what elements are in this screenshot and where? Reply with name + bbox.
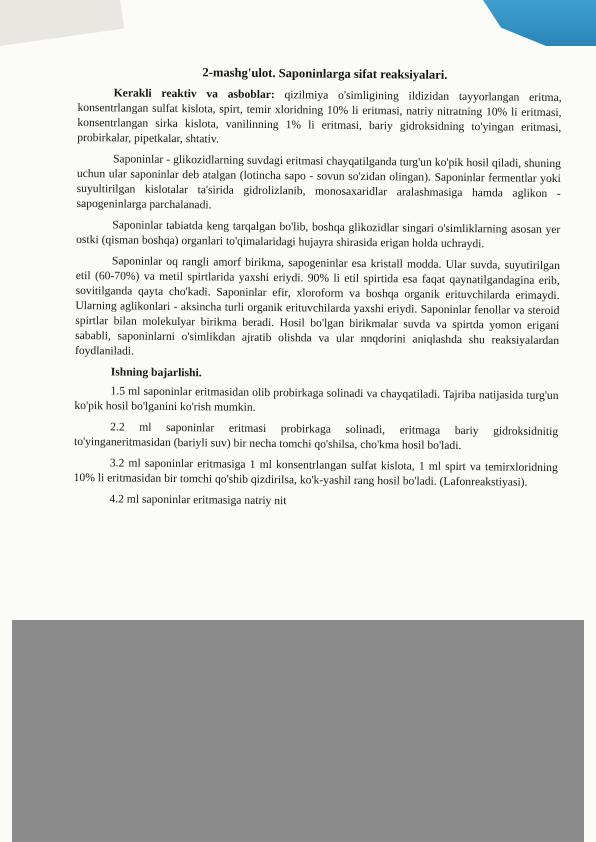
document-text <box>73 64 562 517</box>
procedure-step: 2.2 ml saponinlar eritmasi probirkaga solinadi, eritmaga bariy gidroksidnitig to'yinganeritmasidan (bariyli suv) bir necha tomchi qo'shilsa, cho'kma hosil bo'ladi. <box>73 420 559 453</box>
redacted-gray-block <box>12 620 584 842</box>
page-title: 2-mashg'ulot. Saponinlarga sifat reaksiyalari. <box>202 65 448 82</box>
reagents-paragraph <box>77 85 562 150</box>
procedure-heading: Ishning bajarlishi. <box>110 365 202 380</box>
body-paragraph: Saponinlar oq rangli amorf birikma, sapogeninlar esa kristall modda. Ular suvda, suyutirilgan etil (60-70%) va metil spirtlarida yaxshi eriydi. 90% li etil spirtida esa faqat qaynatilgandagina erib, sovitilganda qayta cho'kadi. Saponinlar efir, xloroform va boshqa organik erituvchilarda erimaydi. Ularning aglikonlari - aksincha turli organik erituvchilarda yaxshi eriydi. Saponinlar fenollar va steroid spirtlar bilan molekulyar birikma beradi. Hosil bo'lgan birikmalar suvda va spirtda yomon erigani sababli, saponinlarni o'simlikdan ajratib olishda va ular nnqdorini aniqlashda shu reaksiyalardan foydlaniladi. <box>74 254 560 358</box>
page-corner-shadow <box>0 0 124 51</box>
reagents-label: Kerakli reaktiv va asboblar: <box>113 86 275 102</box>
procedure-step: 1.5 ml saponinlar eritmasidan olib probirkaga solinadi va chayqatiladi. Tajriba natijasida turg'un ko'pik hosil bo'lganini ko'rish mumkin. <box>74 384 559 414</box>
blue-corner-decoration <box>456 0 596 46</box>
body-paragraph: Saponinlar tabiatda keng tarqalgan bo'lib, boshqa glikozidlar singari o'simliklarning asosan yer ostki (qisman boshqa) organlari to'qimalaridagi hujayra shirasida erigan holda uchraydi. <box>76 218 561 251</box>
body-paragraph: Saponinlar - glikozidlarning suvdagi eritmasi chayqatilganda turg'un ko'pik hosil qiladi, shuning uchun ular saponinlar deb atalgan (lotincha sapo - sovun so'zidan olingan). Saponinlar fermentlar yoki suyultirilgan kislotalar ta'sirida gidrolizlanib, monosaxaridlar aralashmasiga hamda aglikon - sapogeninlarga parchalanadi. <box>76 152 562 212</box>
procedure-step: 4.2 ml saponinlar eritmasiga natriy nit <box>109 492 287 508</box>
procedure-step: 3.2 ml saponinlar eritmasiga 1 ml konsentrlangan sulfat kislota, 1 ml spirt va temirxloridning 10% li eritmasidan bir tomchi qo'shib qizdirilsa, ko'k-yashil rang hosil bo'ladi. (Lafonreakstiyasi). <box>73 456 558 489</box>
reagents-text: qizilmiya o'simligining ildizidan tayyorlangan eritma, konsentrlangan sulfat kislota, spirt, temir xloridning 10% li eritmasi, natriy nitratning 10% li eritmasi, konsentrlangan sirka kislota, vanilinning 1% li eritmasi, bariy gidroksidning to'yingan eritmasi, probirkalar, pipetkalar, shtativ. <box>77 88 562 146</box>
